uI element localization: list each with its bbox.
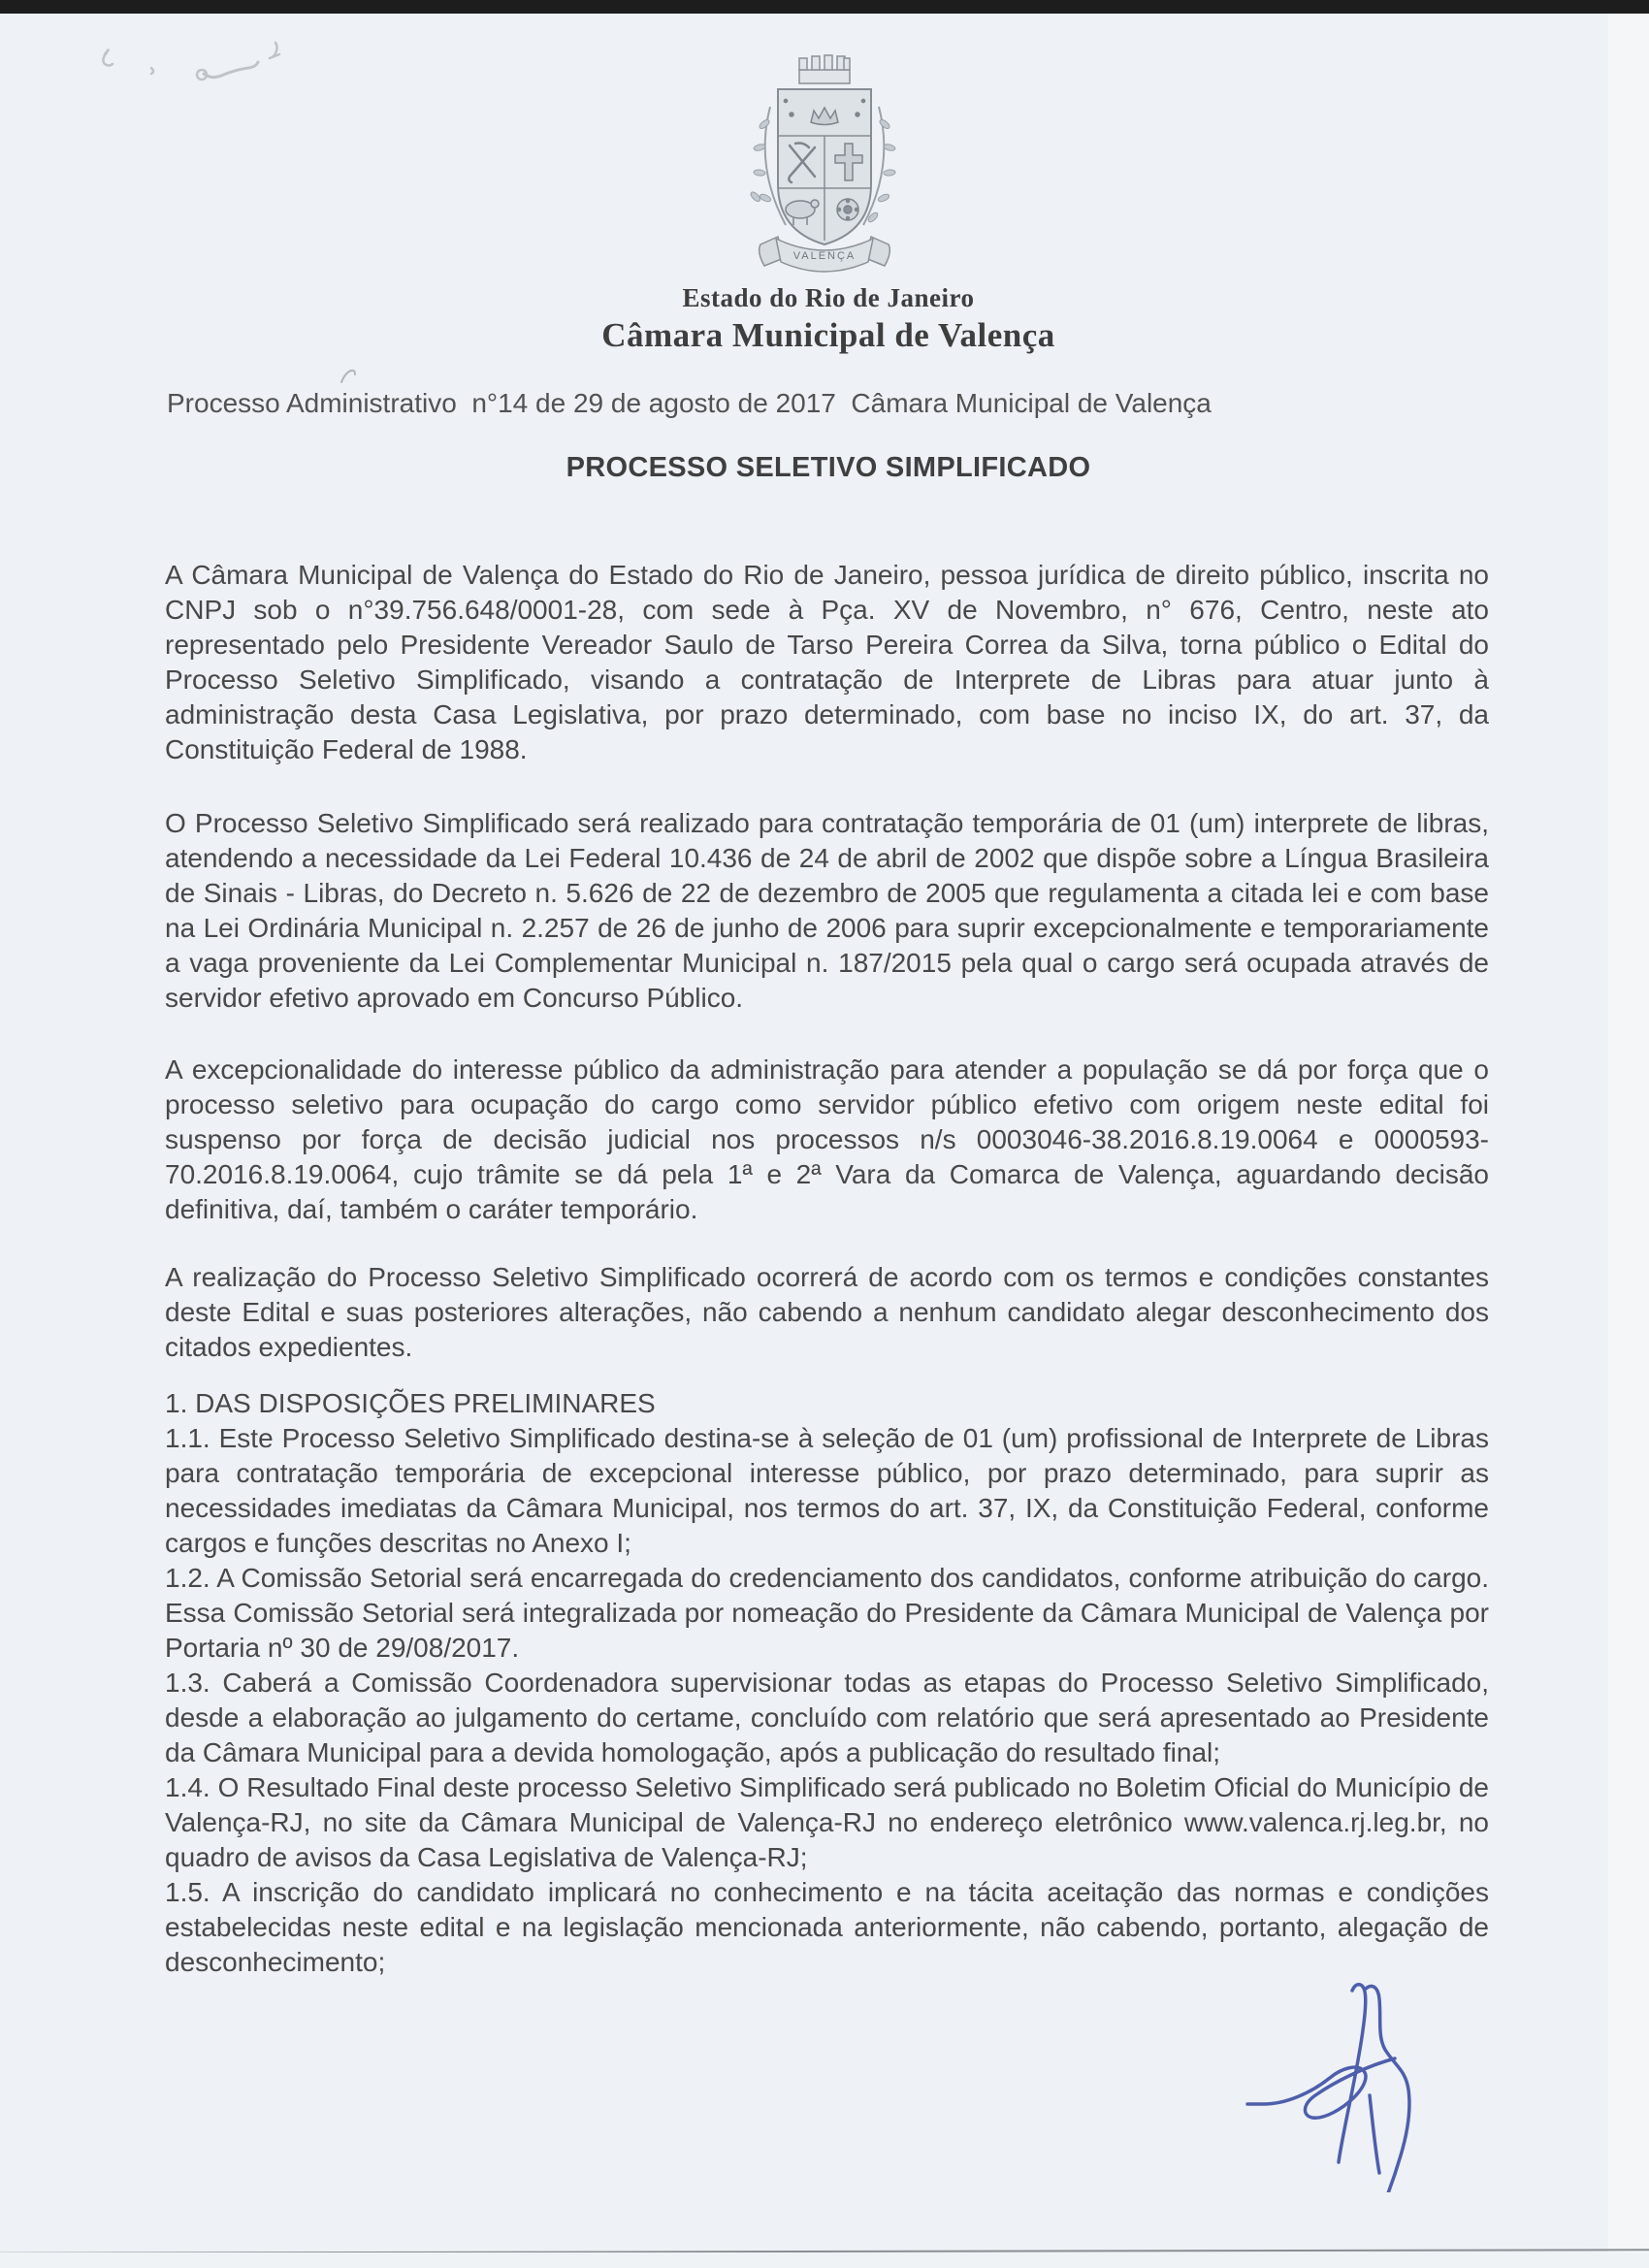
pen-mark-over-number xyxy=(308,365,367,390)
header-municipality-line: Câmara Municipal de Valença xyxy=(601,316,1055,354)
paragraph-object: O Processo Seletivo Simplificado será realizado para contratação temporária de 01 (um) interprete de libras, atendendo a necessidade da Lei Federal 10.436 de 24 de abril de 2002 que dispõe sobre a Língua Brasileira de Sinais - Libras, do Decreto n. 5.626 de 22 de dezembro de 2005 que regulamenta a citada lei e com base na Lei Ordinária Municipal n. 2.257 de 26 de junho de 2006 para suprir excepcionalmente e temporariamente a vaga proveniente da Lei Complementar Municipal n. 187/2015 pela qual o cargo será ocupada através de servidor efetivo aprovado em Concurso Público. xyxy=(165,808,1489,1013)
section-item-1-2: 1.2. A Comissão Setorial será encarregada do credenciamento dos candidatos, conforme atribuição do cargo. Essa Comissão Setorial será integralizada por nomeação do Presidente da Câmara Municipal de Valença por Portaria nº 30 de 29/08/2017. xyxy=(165,1563,1489,1663)
signature-scribble xyxy=(1240,1969,1453,2192)
paragraph-entity: A Câmara Municipal de Valença do Estado do Rio de Janeiro, pessoa jurídica de direito público, inscrita no CNPJ sob o n°39.756.648/0001-28, com sede à Pça. XV de Novembro, n° 676, Centro, neste ato representado pelo Presidente Vereador Saulo de Tarso Pereira Correa da Silva, torna público o Edital do Processo Seletivo Simplificado, visando a contratação de Interprete de Libras para atuar junto à administração desta Casa Legislativa, por prazo determinado, com base no inciso IX, do art. 37, da Constituição Federal de 1988. xyxy=(165,560,1489,764)
section-item-1-1: 1.1. Este Processo Seletivo Simplificado destina-se à seleção de 01 (um) profissional de Interprete de Libras para contratação temporária de excepcional interesse público, por prazo determinado, para suprir as necessidades imediatas da Câmara Municipal, nos termos do art. 37, IX, da Constituição Federal, conforme cargos e funções descritas no Anexo I; xyxy=(165,1423,1489,1558)
paragraph-exceptionality: A excepcionalidade do interesse público da administração para atender a população se dá por força que o processo seletivo para ocupação do cargo como servidor público efetivo com origem neste edital foi suspenso por força de decisão judicial nos processos n/s 0003046-38.2016.8.19.0064 e 0000593-70.2016.8.19.0064, cujo trâmite se dá pela 1ª e 2ª Vara da Comarca de Valença, aguardando decisão definitiva, daí, também o caráter temporário. xyxy=(165,1054,1489,1224)
municipal-crest xyxy=(747,47,902,291)
header-state-line: Estado do Rio de Janeiro xyxy=(682,283,975,312)
crest-banner-text: VALENÇA xyxy=(792,250,857,262)
scan-area-below-line xyxy=(0,2252,1649,2268)
scan-strip-right xyxy=(1608,14,1649,2268)
document-body xyxy=(165,558,1489,1980)
section-item-1-3: 1.3. Caberá a Comissão Coordenadora supervisionar todas as etapas do Processo Seletivo Simplificado, desde a elaboração ao julgamento do certame, concluído com relatório que será apresentado ao Presidente da Câmara Municipal para a devida homologação, após a publicação do resultado final; xyxy=(165,1668,1489,1767)
paragraph-realization: A realização do Processo Seletivo Simplificado ocorrerá de acordo com os termos e condições constantes deste Edital e suas posteriores alterações, não cabendo a nenhum candidato alegar desconhecimento dos citados expedientes. xyxy=(165,1262,1489,1362)
process-number-line: Processo Administrativo n°14 de 29 de agosto de 2017 Câmara Municipal de Valença xyxy=(167,388,1212,418)
pencil-scribble-marks xyxy=(58,23,310,149)
scan-edge-top xyxy=(0,0,1649,14)
document-title: PROCESSO SELETIVO SIMPLIFICADO xyxy=(566,452,1091,483)
crest-quadrant-rosette xyxy=(837,199,858,220)
section-1-heading: 1. DAS DISPOSIÇÕES PRELIMINARES xyxy=(165,1388,656,1418)
crest-crown xyxy=(799,55,850,83)
section-item-1-4: 1.4. O Resultado Final deste processo Seletivo Simplificado será publicado no Boletim Oficial do Município de Valença-RJ, no site da Câmara Municipal de Valença-RJ no endereço eletrônico www.valenca.rj.leg.br, no quadro de avisos da Casa Legislativa de Valença-RJ; xyxy=(165,1772,1489,1872)
section-item-1-5: 1.5. A inscrição do candidato implicará no conhecimento e na tácita aceitação das normas e condições estabelecidas neste edital e na legislação mencionada anteriormente, não cabendo, portanto, alegação de desconhecimento; xyxy=(165,1877,1489,1977)
